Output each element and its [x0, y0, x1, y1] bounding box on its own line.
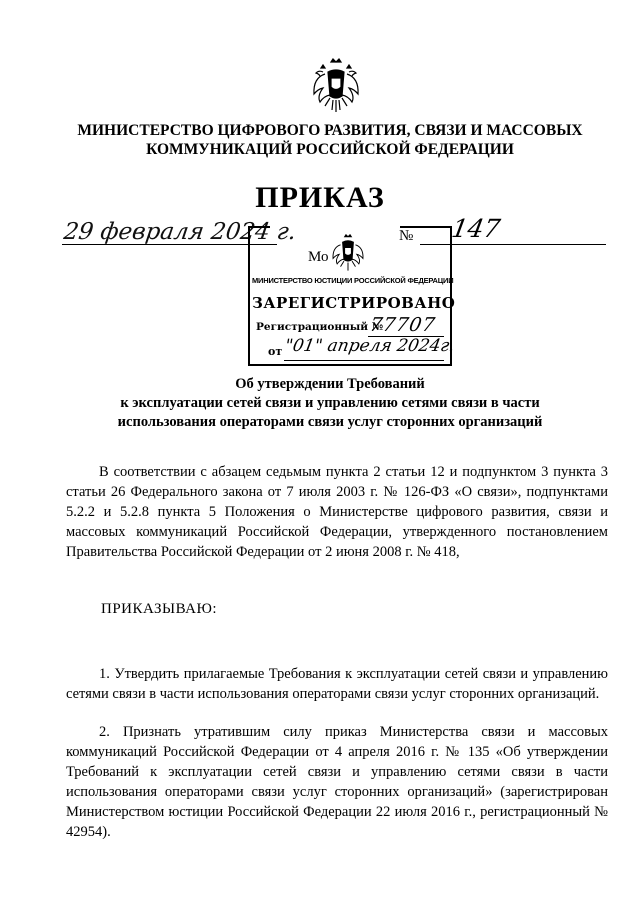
preamble-paragraph: В соответствии с абзацем седьмым пункта 2 статьи 12 и подпунктом 3 пункта 3 статьи 26 Федерального закона от 7 июля 2003 г. № 126-ФЗ «О связи», подпунктами 5.2.2 и 5.2.8 пункта 5 Положения о Министерстве цифрового развития, связи и массовых коммуникаций Российской Федерации, утвержденного постановлением Правительства Российской Федерации от 2 июня 2008 г. № 418,	[66, 464, 608, 560]
handwritten-order-number: 147	[449, 214, 503, 243]
stamp-reg-date-underline	[284, 360, 444, 361]
order-word: ПРИКАЗЫВАЮ:	[101, 601, 218, 617]
ministry-line-2: КОММУНИКАЦИЙ РОССИЙСКОЙ ФЕДЕРАЦИИ	[146, 141, 514, 158]
stamp-reg-date: "01" апреля 2024г.	[283, 336, 457, 356]
order-item-2: 2. Признать утратившим силу приказ Министерства связи и массовых коммуникаций Российской Федерации от 4 апреля 2016 г. № 135 «Об утверждении Требований к эксплуатации сетей связи и управлению сетями связи в части использования операторами связи услуг сторонних организаций» (зарегистрирован Министерством юстиции Российской Федерации 22 июля 2016 г., регистрационный № 42954).	[66, 724, 608, 840]
stamp-frame-top-right	[400, 226, 450, 228]
order-subject	[60, 375, 600, 432]
stamp-ministry-name: МИНИСТЕРСТВО ЮСТИЦИИ РОССИЙСКОЙ ФЕДЕРАЦИИ	[252, 276, 454, 285]
order-item-1: 1. Утвердить прилагаемые Требования к эксплуатации сетей связи и управлению сетями связи в части использования операторами связи услуг сторонних организаций.	[66, 666, 608, 702]
stamp-frame-top-left	[248, 226, 270, 228]
double-headed-eagle-emblem-icon	[311, 58, 361, 114]
ministry-line-1: МИНИСТЕРСТВО ЦИФРОВОГО РАЗВИТИЯ, СВЯЗИ И МАССОВЫХ	[77, 122, 583, 139]
stamp-registered-label: ЗАРЕГИСТРИРОВАНО	[252, 294, 456, 312]
subject-line-2: к эксплуатации сетей связи и управлению сетями связи в части	[120, 395, 540, 411]
city-partial: Мо	[308, 249, 329, 265]
subject-line-1: Об утверждении Требований	[235, 376, 425, 392]
stamp-reg-number-label: Регистрационный №	[256, 321, 384, 333]
handwritten-date: 29 февраля 2024 г.	[62, 219, 298, 245]
document-type-title: ПРИКАЗ	[255, 181, 385, 214]
stamp-reg-number: 77707	[368, 314, 438, 336]
subject-line-3: использования операторами связи услуг сторонних организаций	[117, 414, 543, 430]
date-underline	[62, 244, 277, 245]
stamp-eagle-emblem-icon	[331, 234, 365, 272]
stamp-from-label: от	[268, 345, 283, 358]
ministry-name	[40, 121, 620, 159]
number-sign: №	[399, 228, 414, 244]
